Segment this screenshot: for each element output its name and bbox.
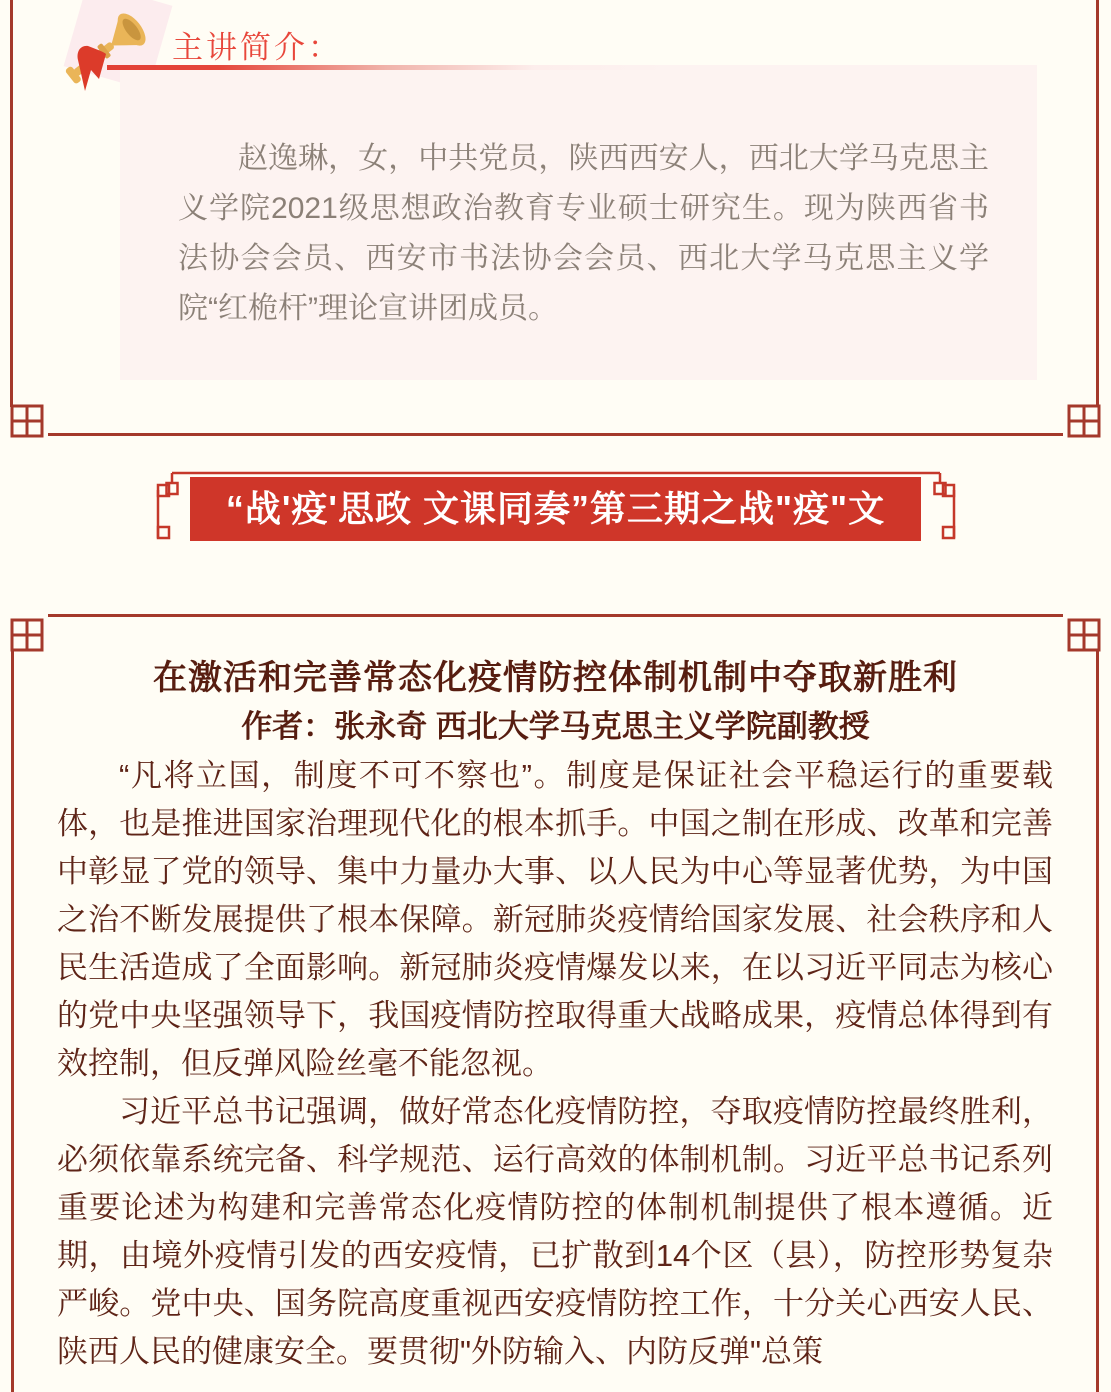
right-border-line	[1096, 650, 1099, 1392]
intro-heading: 主讲简介：	[172, 30, 342, 65]
corner-ornament-icon	[1065, 616, 1103, 654]
corner-ornament-icon	[1065, 402, 1103, 440]
article-author: 作者：张永奇 西北大学马克思主义学院副教授	[241, 709, 870, 744]
divider-line	[48, 433, 1063, 436]
article-paragraph: 习近平总书记强调，做好常态化疫情防控，夺取疫情防控最终胜利，必须依靠系统完备、科学规范、运行高效的体制机制。习近平总书记系列重要论述为构建和完善常态化疫情防控的体制机制提供了根本遵循。近期，由境外疫情引发的西安疫情，已扩散到14个区（县），防控形势复杂严峻。党中央、国务院高度重视西安疫情防控工作，十分关心西安人民、陕西人民的健康安全。要贯彻"外防输入、内防反弹"总策	[57, 1094, 1053, 1369]
right-border-line	[1096, 0, 1099, 407]
article-paragraph: “凡将立国，制度不可不察也”。制度是保证社会平稳运行的重要载体，也是推进国家治理现代化的根本抓手。中国之制在形成、改革和完善中彰显了党的领导、集中力量办大事、以人民为中心等显著优势，为中国之治不断发展提供了根本保障。新冠肺炎疫情给国家发展、社会秩序和人民生活造成了全面影响。新冠肺炎疫情爆发以来，在以习近平同志为核心的党中央坚强领导下，我国疫情防控取得重大战略成果，疫情总体得到有效控制，但反弹风险丝毫不能忽视。	[57, 758, 1053, 1081]
left-border-line	[10, 0, 13, 407]
left-border-line	[11, 650, 14, 1392]
bio-box	[120, 70, 1037, 380]
corner-ornament-icon	[8, 402, 46, 440]
article-title: 在激活和完善常态化疫情防控体制机制中夺取新胜利	[153, 659, 958, 697]
bio-text: 赵逸琳，女，中共党员，陕西西安人，西北大学马克思主义学院2021级思想政治教育专业硕士研究生。现为陕西省书法协会会员、西安市书法协会会员、西北大学马克思主义学院“红桅杆”理论宣讲团成员。	[178, 142, 989, 325]
divider-line	[48, 614, 1063, 617]
banner-title: “战'疫'思政 文课同奏”第三期之战"疫"文	[190, 477, 921, 541]
article-body	[57, 752, 1053, 1376]
corner-ornament-icon	[8, 616, 46, 654]
